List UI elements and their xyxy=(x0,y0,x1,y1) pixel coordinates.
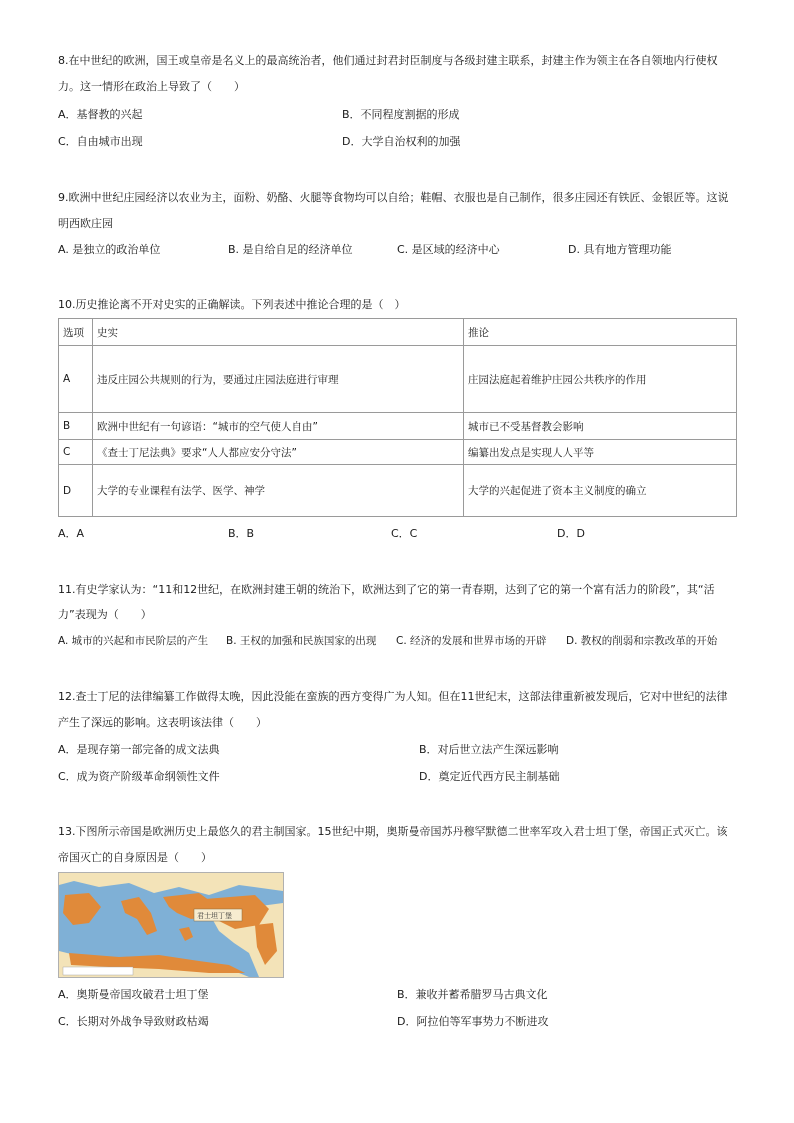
q9-stem-line2: 明西欧庄园 xyxy=(58,217,113,230)
table-row xyxy=(59,346,737,413)
q9-option-c[interactable]: C. 是区域的经济中心 xyxy=(397,243,500,256)
q13-option-a[interactable]: A．奥斯曼帝国攻破君士坦丁堡 xyxy=(58,988,209,1001)
table-cell-option: A xyxy=(59,346,93,413)
q13-option-d[interactable]: D．阿拉伯等军事势力不断进攻 xyxy=(397,1015,549,1028)
q10-option-b[interactable]: B．B xyxy=(228,527,255,540)
q10-option-a[interactable]: A．A xyxy=(58,527,85,540)
q8-stem-line2: 力。这一情形在政治上导致了（ ） xyxy=(58,80,245,93)
q10-option-d[interactable]: D．D xyxy=(557,527,585,540)
table-header-option: 选项 xyxy=(59,319,93,346)
table-cell-option: B xyxy=(59,413,93,440)
q10-option-c[interactable]: C．C xyxy=(391,527,418,540)
table-cell-fact: 欧洲中世纪有一句谚语：“城市的空气使人自由” xyxy=(93,413,464,440)
q9-option-a[interactable]: A. 是独立的政治单位 xyxy=(58,243,161,256)
q13-option-b[interactable]: B．兼收并蓄希腊罗马古典文化 xyxy=(397,988,548,1001)
q12-stem-line2: 产生了深远的影响。这表明该法律（ ） xyxy=(58,716,267,729)
q8-option-d[interactable]: D．大学自治权利的加强 xyxy=(342,135,461,148)
q13-option-c[interactable]: C．长期对外战争导致财政枯竭 xyxy=(58,1015,209,1028)
q12-option-a[interactable]: A．是现存第一部完备的成文法典 xyxy=(58,743,220,756)
table-cell-option: D xyxy=(59,465,93,517)
q13-stem-line2: 帝国灭亡的自身原因是（ ） xyxy=(58,851,212,864)
q8-stem-line1: 8.在中世纪的欧洲，国王或皇帝是名义上的最高统治者，他们通过封君封臣制度与各级封建主联系，封建主作为领主在各自领地内行使权 xyxy=(58,54,718,67)
q12-stem-line1: 12.查士丁尼的法律编纂工作做得太晚，因此没能在蛮族的西方变得广为人知。但在11世纪末，这部法律重新被发现后，它对中世纪的法律 xyxy=(58,690,728,703)
q11-stem-line1: 11.有史学家认为：“11和12世纪，在欧洲封建王朝的统治下，欧洲达到了它的第一青春期，达到了它的第一个富有活力的阶段”，其“活 xyxy=(58,583,715,596)
table-cell-fact: 违反庄园公共规则的行为，要通过庄园法庭进行审理 xyxy=(93,346,464,413)
q12-option-b[interactable]: B．对后世立法产生深远影响 xyxy=(419,743,559,756)
map-label-constantinople: 君士坦丁堡 xyxy=(197,912,232,920)
table-cell-fact: 《查士丁尼法典》要求“人人都应安分守法” xyxy=(93,440,464,465)
q12-option-c[interactable]: C．成为资产阶级革命纲领性文件 xyxy=(58,770,220,783)
table-cell-inference: 大学的兴起促进了资本主义制度的确立 xyxy=(464,465,737,517)
q9-stem-line1: 9.欧洲中世纪庄园经济以农业为主，面粉、奶酪、火腿等食物均可以自给；鞋帽、衣服也是自己制作，很多庄园还有铁匠、金银匠等。这说 xyxy=(58,191,729,204)
q9-option-b[interactable]: B. 是自给自足的经济单位 xyxy=(228,243,353,256)
q10-stem: 10.历史推论离不开对史实的正确解读。下列表述中推论合理的是（ ） xyxy=(58,298,406,311)
table-cell-inference: 庄园法庭起着维护庄园公共秩序的作用 xyxy=(464,346,737,413)
q11-stem-line2: 力”表现为（ ） xyxy=(58,608,152,621)
table-header-row xyxy=(59,319,737,346)
map-image xyxy=(58,872,284,978)
q13-stem-line1: 13.下图所示帝国是欧洲历史上最悠久的君主制国家。15世纪中期，奥斯曼帝国苏丹穆罕默德二世率军攻入君士坦丁堡，帝国正式灭亡。该 xyxy=(58,825,728,838)
table-cell-inference: 编纂出发点是实现人人平等 xyxy=(464,440,737,465)
table-header-fact: 史实 xyxy=(93,319,464,346)
q11-option-d[interactable]: D. 教权的削弱和宗教改革的开始 xyxy=(566,635,718,647)
q9-option-d[interactable]: D. 具有地方管理功能 xyxy=(568,243,672,256)
table-cell-option: C xyxy=(59,440,93,465)
q11-option-c[interactable]: C. 经济的发展和世界市场的开辟 xyxy=(396,635,547,647)
table-header-inference: 推论 xyxy=(464,319,737,346)
q12-option-d[interactable]: D．奠定近代西方民主制基础 xyxy=(419,770,560,783)
q8-option-c[interactable]: C．自由城市出现 xyxy=(58,135,143,148)
q8-option-b[interactable]: B．不同程度割据的形成 xyxy=(342,108,460,121)
table-cell-fact: 大学的专业课程有法学、医学、神学 xyxy=(93,465,464,517)
q11-option-a[interactable]: A. 城市的兴起和市民阶层的产生 xyxy=(58,635,209,647)
table-row xyxy=(59,413,737,440)
q8-option-a[interactable]: A．基督教的兴起 xyxy=(58,108,143,121)
byzantine-empire-map xyxy=(59,873,283,977)
q11-option-b[interactable]: B. 王权的加强和民族国家的出现 xyxy=(226,635,377,647)
table-row xyxy=(59,465,737,517)
q10-table xyxy=(58,318,737,517)
table-row xyxy=(59,440,737,465)
table-cell-inference: 城市已不受基督教会影响 xyxy=(464,413,737,440)
